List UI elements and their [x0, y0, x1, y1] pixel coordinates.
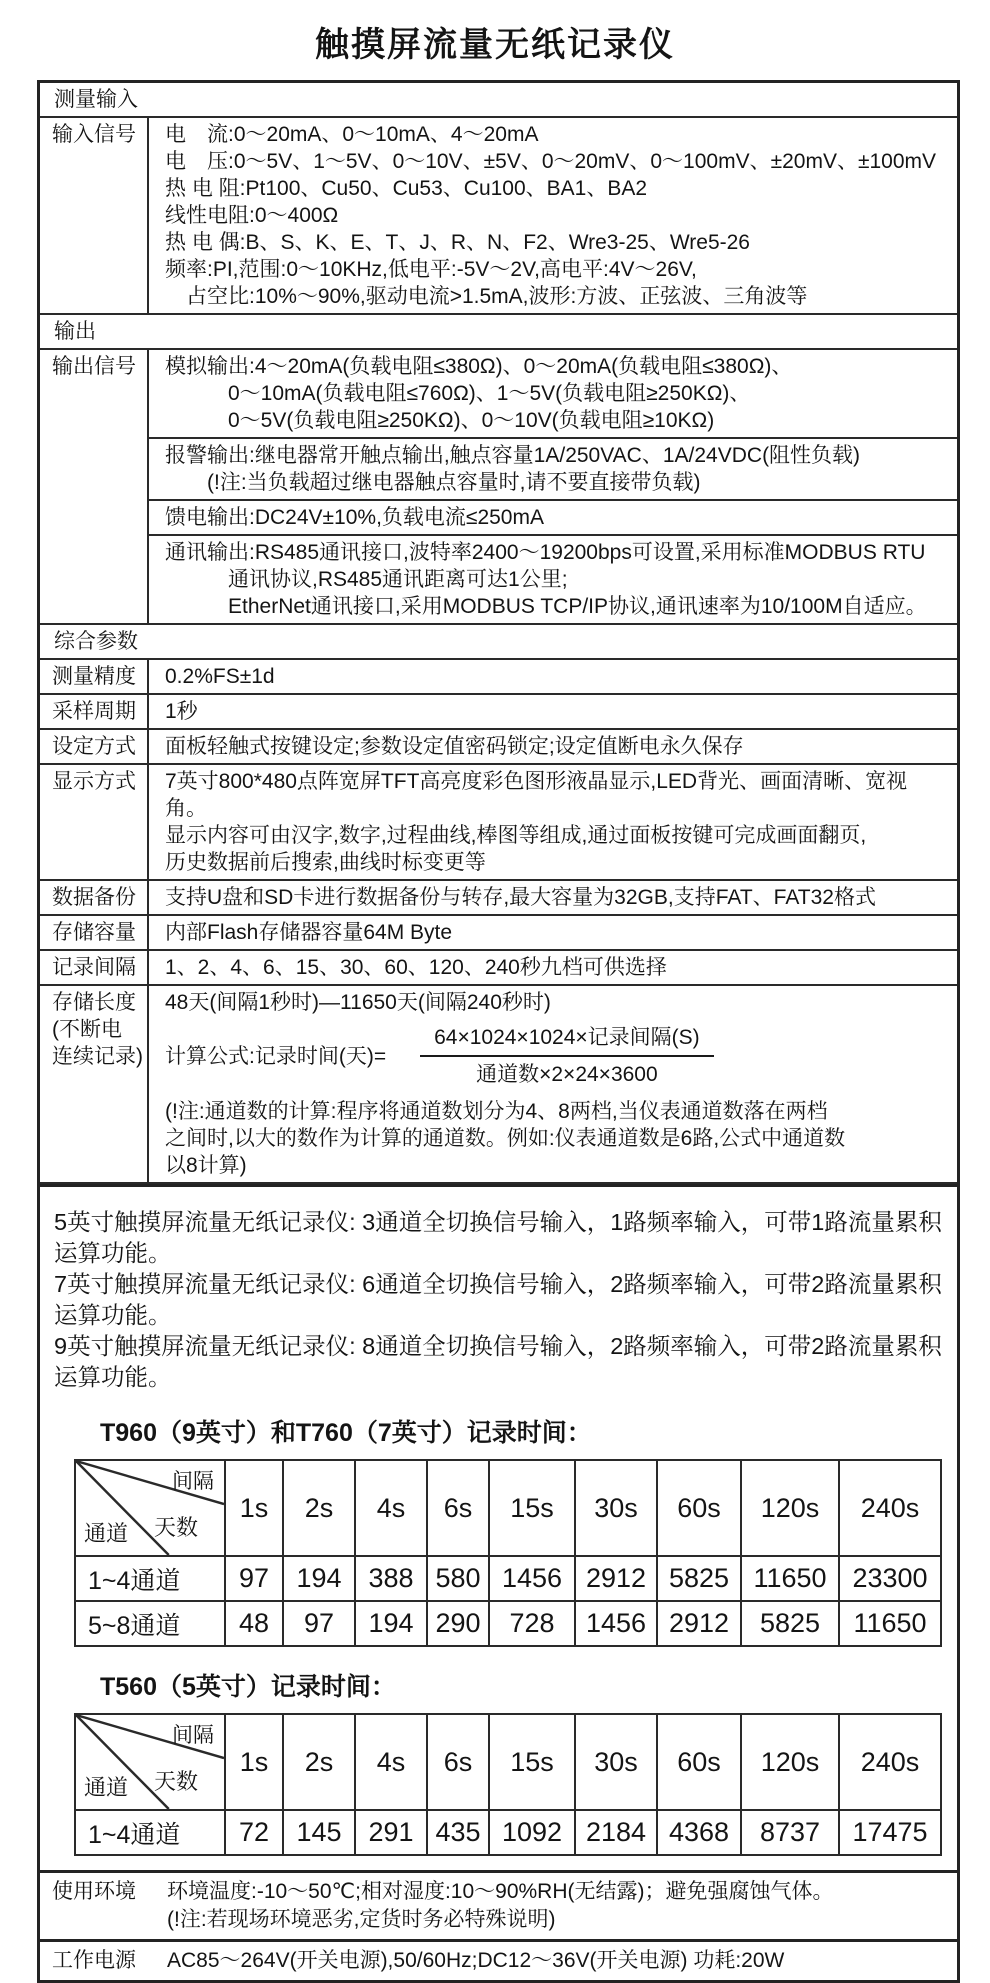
col-header: 6s [427, 1460, 489, 1556]
diagonal-corner-cell [75, 1460, 225, 1556]
spec-line: 频率:PI,范围:0～10KHz,低电平:-5V～2V,高电平:4V～26V, [165, 258, 697, 281]
value-cell: 5825 [741, 1601, 839, 1646]
env-line: 环境温度:-10～50℃;相对湿度:10～90%RH(无结露)；避免强腐蚀气体。 [167, 1880, 834, 1903]
models-and-tables-section [40, 1184, 957, 1870]
value-cell: 2912 [657, 1601, 741, 1646]
row-value: 内部Flash存储器容量64M Byte [165, 921, 453, 944]
row-label: 工作电源 [52, 1949, 136, 1972]
spec-line: 电 压:0～5V、1～5V、0～10V、±5V、0～20mV、0～100mV、±20mV、±100mV [165, 150, 937, 173]
subrow-feed-output [149, 501, 957, 536]
spec-line: 通讯输出:RS485通讯接口,波特率2400～19200bps可设置,采用标准MODBUS RTU [165, 541, 926, 564]
spec-line: (!注:当负载超过继电器触点容量时,请不要直接带负载) [165, 471, 701, 494]
spec-line: 电 流:0～20mA、0～10mA、4～20mA [165, 123, 539, 146]
value-cell: 17475 [839, 1810, 941, 1855]
row-label: 设定方式 [40, 730, 149, 763]
value-cell: 194 [355, 1601, 427, 1646]
value-cell: 728 [489, 1601, 575, 1646]
value-cell: 580 [427, 1556, 489, 1601]
row-power [40, 1939, 957, 1980]
spec-line: 0～10mA(负载电阻≤760Ω)、1～5V(负载电阻≥250KΩ)、 [165, 382, 751, 405]
corner-label-interval: 间隔 [172, 1470, 214, 1493]
row-accuracy [40, 660, 957, 695]
storage-note [165, 1098, 949, 1179]
row-value: AC85～264V(开关电源),50/60Hz;DC12～36V(开关电源) 功耗:20W [167, 1949, 785, 1972]
col-header: 120s [741, 1714, 839, 1810]
row-sampling [40, 695, 957, 730]
row-input-signal [40, 118, 957, 315]
row-label: 1~4通道 [75, 1810, 225, 1855]
spec-line: 历史数据前后搜索,曲线时标变更等 [165, 851, 486, 874]
row-value [149, 765, 957, 879]
row-backup [40, 881, 957, 916]
spec-line: 报警输出:继电器常开触点输出,触点容量1A/250VAC、1A/24VDC(阻性负载) [165, 444, 861, 467]
spec-line: 0～5V(负载电阻≥250KΩ)、0～10V(负载电阻≥10KΩ) [165, 409, 715, 432]
value-cell: 97 [283, 1601, 355, 1646]
section-header-measure-input: 测量输入 [40, 83, 957, 118]
env-line: (!注:若现场环境恶劣,定货时务必特殊说明) [167, 1908, 556, 1931]
col-header: 15s [489, 1460, 575, 1556]
spec-sheet [37, 80, 960, 1983]
row-label: 输出信号 [40, 350, 149, 623]
value-cell: 1092 [489, 1810, 575, 1855]
spec-line: 占空比:10%～90%,驱动电流>1.5mA,波形:方波、正弦波、三角波等 [165, 285, 808, 308]
table-header-row [75, 1714, 941, 1810]
value-cell: 145 [283, 1810, 355, 1855]
value-cell: 1456 [489, 1556, 575, 1601]
row-label: 测量精度 [40, 660, 149, 693]
value-cell: 2912 [575, 1556, 657, 1601]
label-line: 存储长度 [52, 991, 136, 1014]
corner-label-interval: 间隔 [172, 1724, 214, 1747]
col-header: 15s [489, 1714, 575, 1810]
row-value [149, 118, 957, 313]
row-value: 0.2%FS±1d [165, 665, 275, 688]
label-line: 连续记录) [52, 1045, 143, 1068]
record-table-title-t960-t760: T960（9英寸）和T760（7英寸）记录时间： [100, 1419, 592, 1447]
value-cell: 48 [225, 1601, 283, 1646]
storage-range: 48天(间隔1秒时)—11650天(间隔240秒时) [165, 991, 551, 1014]
col-header: 30s [575, 1714, 657, 1810]
spec-line: 7英寸800*480点阵宽屏TFT高亮度彩色图形液晶显示,LED背光、画面清晰、宽视角。 [165, 770, 908, 820]
value-cell: 5825 [657, 1556, 741, 1601]
col-header: 1s [225, 1714, 283, 1810]
col-header: 4s [355, 1714, 427, 1810]
table-row [75, 1601, 941, 1646]
spec-line: 通讯协议,RS485通讯距离可达1公里; [165, 568, 568, 591]
row-value: 面板轻触式按键设定;参数设定值密码锁定;设定值断电永久保存 [165, 735, 744, 758]
row-capacity [40, 916, 957, 951]
col-header: 30s [575, 1460, 657, 1556]
row-label: 5~8通道 [75, 1601, 225, 1646]
row-label: 存储容量 [40, 916, 149, 949]
col-header: 6s [427, 1714, 489, 1810]
row-interval [40, 951, 957, 986]
value-cell: 23300 [839, 1556, 941, 1601]
spec-line: 显示内容可由汉字,数字,过程曲线,棒图等组成,通过面板按键可完成画面翻页, [165, 824, 867, 847]
table-row [75, 1556, 941, 1601]
note-line: (!注:通道数的计算:程序将通道数划分为4、8两档,当仪表通道数落在两档 [165, 1100, 828, 1123]
row-label: 使用环境 [52, 1880, 136, 1903]
spec-line: 热 电 阻:Pt100、Cu50、Cu53、Cu100、BA1、BA2 [165, 177, 648, 200]
row-value [149, 986, 957, 1182]
corner-label-channel: 通道 [84, 1521, 129, 1546]
col-header: 240s [839, 1714, 941, 1810]
row-environment [40, 1870, 957, 1939]
subrow-comm-output [149, 536, 957, 623]
col-header: 60s [657, 1714, 741, 1810]
corner-label-channel: 通道 [84, 1775, 129, 1800]
spec-line: 热 电 偶:B、S、K、E、T、J、R、N、F2、Wre3-25、Wre5-26 [165, 231, 750, 254]
value-cell: 290 [427, 1601, 489, 1646]
value-cell: 435 [427, 1810, 489, 1855]
row-display [40, 765, 957, 881]
value-cell: 72 [225, 1810, 283, 1855]
row-output-signal [40, 350, 957, 625]
value-cell: 4368 [657, 1810, 741, 1855]
value-cell: 291 [355, 1810, 427, 1855]
col-header: 1s [225, 1460, 283, 1556]
row-label: 输入信号 [40, 118, 149, 313]
subrow-alarm-output [149, 439, 957, 501]
value-cell: 2184 [575, 1810, 657, 1855]
section-header-output: 输出 [40, 315, 957, 350]
model-line-5inch: 5英寸触摸屏流量无纸记录仪: 3通道全切换信号输入，1路频率输入，可带1路流量累积运算功能。 [54, 1209, 942, 1266]
model-line-7inch: 7英寸触摸屏流量无纸记录仪: 6通道全切换信号输入，2路频率输入，可带2路流量累积运算功能。 [54, 1271, 942, 1328]
diagonal-corner-cell [75, 1714, 225, 1810]
value-cell: 194 [283, 1556, 355, 1601]
value-cell: 11650 [839, 1601, 941, 1646]
table-header-row [75, 1460, 941, 1556]
label-line: (不断电 [52, 1018, 122, 1041]
row-value: 1、2、4、6、15、30、60、120、240秒九档可供选择 [165, 956, 667, 979]
table-row [75, 1810, 941, 1855]
col-header: 2s [283, 1714, 355, 1810]
row-storage-length [40, 986, 957, 1184]
corner-label-days: 天数 [153, 1769, 198, 1794]
row-label: 记录间隔 [40, 951, 149, 984]
formula-label: 计算公式:记录时间(天)= [165, 1044, 387, 1068]
row-setting [40, 730, 957, 765]
page-title: 触摸屏流量无纸记录仪 [315, 26, 675, 64]
spec-line: EtherNet通讯接口,采用MODBUS TCP/IP协议,通讯速率为10/100M自适应。 [165, 595, 927, 618]
col-header: 240s [839, 1460, 941, 1556]
value-cell: 11650 [741, 1556, 839, 1601]
row-label: 显示方式 [40, 765, 149, 879]
corner-label-days: 天数 [153, 1515, 198, 1540]
value-cell: 1456 [575, 1601, 657, 1646]
col-header: 120s [741, 1460, 839, 1556]
spec-line: 模拟输出:4～20mA(负载电阻≤380Ω)、0～20mA(负载电阻≤380Ω)、 [165, 355, 793, 378]
value-cell: 388 [355, 1556, 427, 1601]
value-cell: 97 [225, 1556, 283, 1601]
fraction-numerator: 64×1024×1024×记录间隔(S) [420, 1024, 714, 1057]
storage-formula [165, 1024, 949, 1088]
section-header-general: 综合参数 [40, 625, 957, 660]
t960-t760-record-table [74, 1459, 942, 1647]
fraction-denominator: 通道数×2×24×3600 [476, 1063, 658, 1086]
t560-record-table [74, 1713, 942, 1856]
row-label: 1~4通道 [75, 1556, 225, 1601]
col-header: 2s [283, 1460, 355, 1556]
row-label: 数据备份 [40, 881, 149, 914]
model-line-9inch: 9英寸触摸屏流量无纸记录仪: 8通道全切换信号输入，2路频率输入，可带2路流量累积运算功能。 [54, 1333, 942, 1390]
row-value: 1秒 [165, 700, 198, 723]
note-line: 以8计算) [165, 1154, 247, 1177]
col-header: 4s [355, 1460, 427, 1556]
row-value: 支持U盘和SD卡进行数据备份与转存,最大容量为32GB,支持FAT、FAT32格式 [165, 886, 876, 909]
value-cell: 8737 [741, 1810, 839, 1855]
row-value [151, 1873, 957, 1939]
note-line: 之间时,以大的数作为计算的通道数。例如:仪表通道数是6路,公式中通道数 [165, 1127, 846, 1150]
spec-line: 线性电阻:0～400Ω [165, 204, 339, 227]
subrow-analog-output [149, 350, 957, 439]
record-table-title-t560: T560（5英寸）记录时间： [100, 1673, 396, 1701]
row-value [149, 350, 957, 623]
row-label [40, 986, 149, 1182]
spec-line: 馈电输出:DC24V±10%,负载电流≤250mA [165, 506, 544, 529]
row-label: 采样周期 [40, 695, 149, 728]
col-header: 60s [657, 1460, 741, 1556]
formula-fraction [420, 1024, 714, 1088]
